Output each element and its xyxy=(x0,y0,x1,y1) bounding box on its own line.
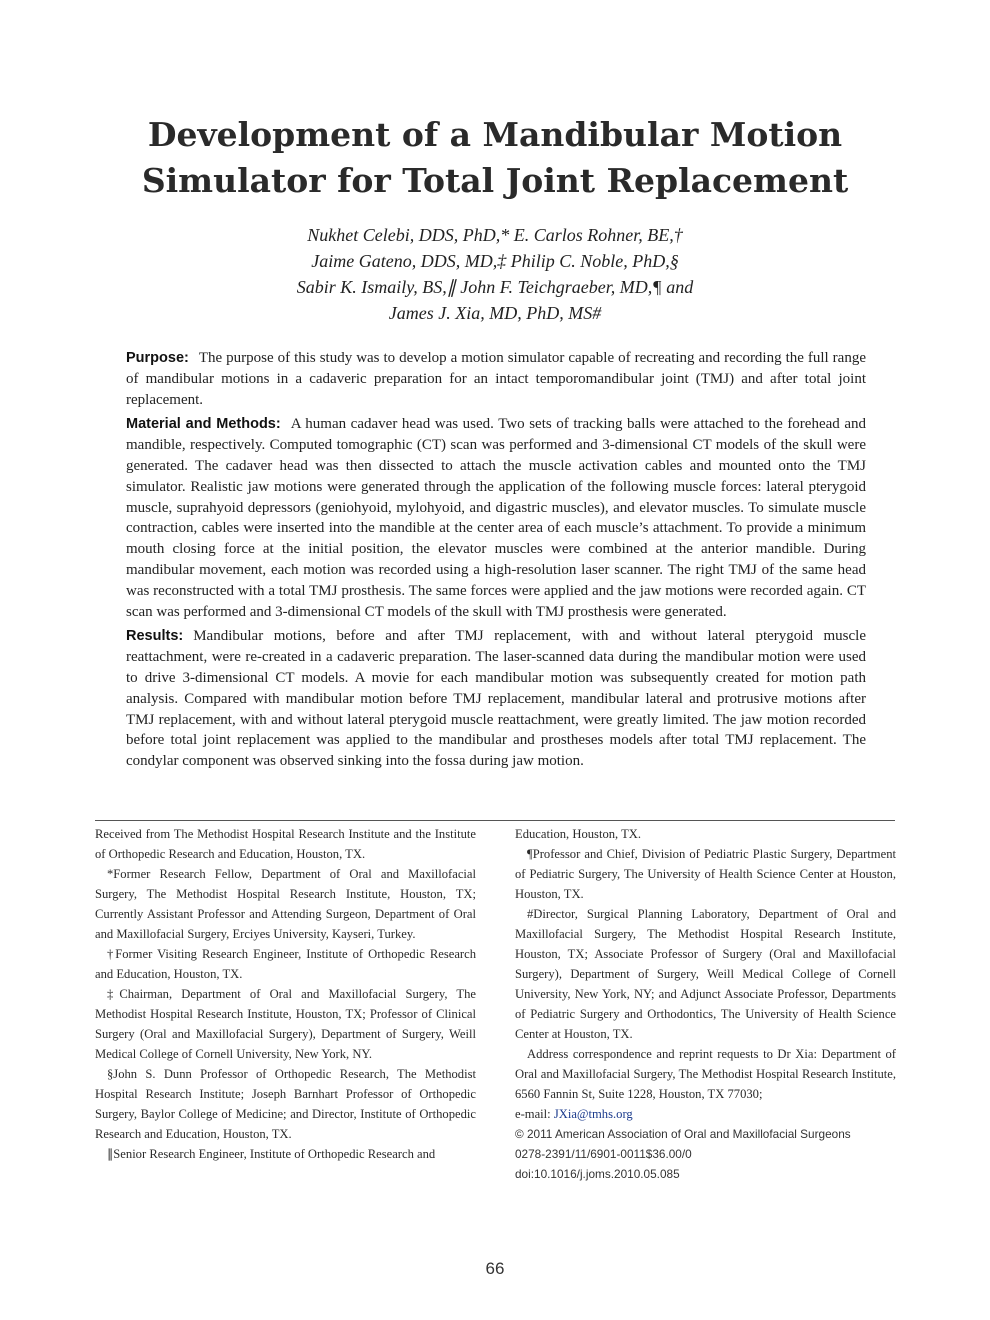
footnote-pilcrow: ¶Professor and Chief, Division of Pediatric Plastic Surgery, Department of Pediatric Surgery, The University of Health Science Center at Houston, Houston, TX. xyxy=(515,847,896,901)
author-list xyxy=(95,222,895,326)
page-number: 66 xyxy=(485,1259,505,1278)
abstract-results xyxy=(126,626,866,772)
methods-heading: Material and Methods: xyxy=(126,416,281,433)
footnote-divider xyxy=(95,820,895,821)
footnote-received: Received from The Methodist Hospital Research Institute and the Institute of Orthopedic Research and Education, Houston, TX. xyxy=(95,827,476,861)
footnote-double-dagger: ‡Chairman, Department of Oral and Maxillofacial Surgery, The Methodist Hospital Research Institute, Houston, TX; Professor of Clinical Surgery (Oral and Maxillofacial Surgery), Department of Surgery, Weill Medical College of Cornell University, New York, NY. xyxy=(95,987,476,1061)
title-line-1: Development of a Mandibular Motion xyxy=(147,115,843,154)
footnotes-left-column xyxy=(95,824,476,1164)
article-title xyxy=(95,112,895,204)
email-link[interactable]: JXia@tmhs.org xyxy=(553,1107,633,1121)
copyright-line: © 2011 American Association of Oral and Maxillofacial Surgeons xyxy=(515,1127,851,1141)
abstract xyxy=(126,348,866,776)
title-line-2: Simulator for Total Joint Replacement xyxy=(141,161,849,200)
abstract-purpose xyxy=(126,348,866,410)
abstract-methods xyxy=(126,414,866,622)
methods-text: A human cadaver head was used. Two sets of tracking balls were attached to the forehead and mandible, respectively. Computed tomographic (CT) scan was performed and 3-dimensional CT models of the skull were generated. The cadaver head was then dissected to attach the muscle activation cables and mounted onto the TMJ simulator. Realistic jaw motions were generated through the application of the following muscle forces: lateral pterygoid muscle, suprahyoid depressors (geniohyoid, mylohyoid, and digastric muscles), and elevator muscles. To simulate muscle contraction, cables were inserted into the mandible at the center area of each muscle’s attachment. To provide a minimum mouth closing force at the initial position, the elevator muscles were combined at the anterior mandible. During mandibular movement, each motion was recorded using a high-resolution laser scanner. The right TMJ of the same head was reconstructed with a total TMJ prosthesis. The same forces were applied and the jaw motions were recorded again. CT scan was performed and 3-dimensional CT models of the skull with TMJ prosthesis were generated. xyxy=(126,416,867,620)
purpose-text: The purpose of this study was to develop a motion simulator capable of recreating and recording the full range of mandibular motions in a cadaveric preparation for an intact temporomandibular joint (TMJ) and after total joint replacement. xyxy=(126,350,866,408)
footnote-correspondence: Address correspondence and reprint requests to Dr Xia: Department of Oral and Maxillofacial Surgery, The Methodist Hospital Research Institute, 6560 Fannin St, Suite 1228, Houston, TX 77030; xyxy=(515,1047,896,1101)
footnote-email-line xyxy=(515,1104,896,1124)
author-line: James J. Xia, MD, PhD, MS# xyxy=(388,303,602,323)
author-line: Nukhet Celebi, DDS, PhD,* E. Carlos Rohner, BE,† xyxy=(307,225,683,245)
doi-line: doi:10.1016/j.joms.2010.05.085 xyxy=(515,1167,680,1181)
author-line: Sabir K. Ismaily, BS,∥ John F. Teichgraeber, MD,¶ and xyxy=(296,277,694,297)
footnote-parallel: ∥Senior Research Engineer, Institute of Orthopedic Research and xyxy=(107,1147,436,1161)
results-heading: Results: xyxy=(126,628,184,645)
results-text: Mandibular motions, before and after TMJ replacement, with and without lateral pterygoid muscle reattachment, were re-created in a cadaveric preparation. The laser-scanned data during the mandibular motion were used to drive 3-dimensional CT models. A movie for each mandibular motion was subsequently created for motion path analysis. Compared with mandibular motion before TMJ replacement, mandibular lateral and protrusive motions after TMJ replacement, with and without lateral pterygoid muscle reattachment, were greatly limited. The jaw motion recorded before total joint replacement was applied to the mandibular and prostheses models after total TMJ replacement. The condylar component was observed sinking into the fossa during jaw motion. xyxy=(126,628,866,770)
footnote-hash: #Director, Surgical Planning Laboratory, Department of Oral and Maxillofacial Surgery, The Methodist Hospital Research Institute, Houston, TX; Associate Professor of Surgery (Oral and Maxillofacial Surgery), Department of Surgery, Weill Medical College of Cornell University, New York, NY; and Adjunct Associate Professor, Departments of Pediatric Surgery and Orthodontics, The University of Health Science Center at Houston, TX. xyxy=(515,907,896,1041)
footnote-star: *Former Research Fellow, Department of Oral and Maxillofacial Surgery, The Methodist Hospital Research Institute, Houston, TX; Currently Assistant Professor and Attending Surgeon, Department of Oral and Maxillofacial Surgery, Erciyes University, Kayseri, Turkey. xyxy=(95,867,476,941)
email-label: e-mail: xyxy=(515,1107,551,1121)
footnotes-right-column xyxy=(515,824,896,1184)
footnote-dagger: †Former Visiting Research Engineer, Institute of Orthopedic Research and Education, Houston, TX. xyxy=(95,947,476,981)
footnote-parallel-continued: Education, Houston, TX. xyxy=(515,827,642,841)
purpose-heading: Purpose: xyxy=(126,350,189,366)
footnote-section: §John S. Dunn Professor of Orthopedic Research, The Methodist Hospital Research Institute; Joseph Barnhart Professor of Orthopedic Surgery, Baylor College of Medicine; and Director, Institute of Orthopedic Research and Education, Houston, TX. xyxy=(95,1067,476,1141)
author-line: Jaime Gateno, DDS, MD,‡ Philip C. Noble, PhD,§ xyxy=(311,251,679,271)
issn-line: 0278-2391/11/6901-0011$36.00/0 xyxy=(515,1147,692,1161)
